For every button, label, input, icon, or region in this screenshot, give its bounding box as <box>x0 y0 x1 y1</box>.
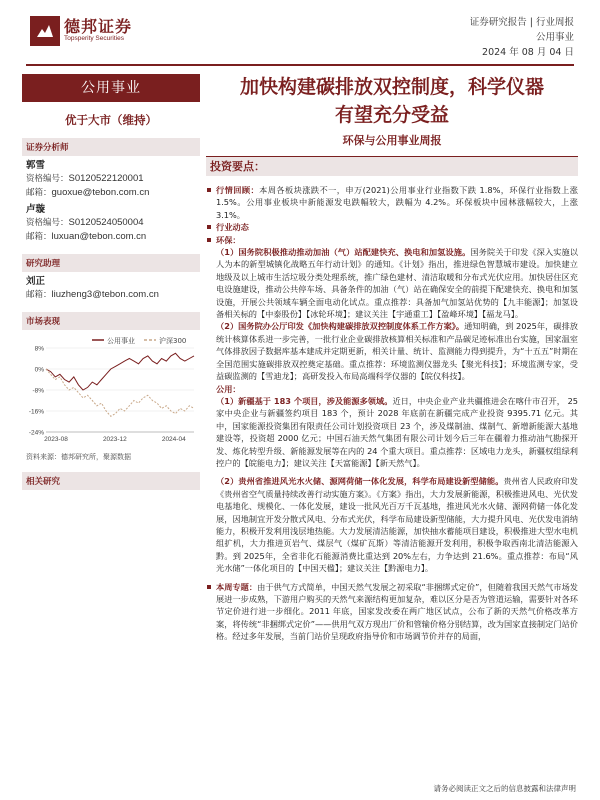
env-block <box>206 234 578 575</box>
report-type: 证券研究报告 | 行业周报 <box>469 17 574 28</box>
y-tick-label: 8% <box>34 345 44 353</box>
util-item-1-text: 近日，中央企业产业共疆推进会在喀什市召开， 25 家中央企业与新疆签约项目 183 个，预计 2028 年底前在新疆完成产业投资 9395.71 亿元。其中，国家能源投资集团有限责任公司计划投资项目 23 个，涉及煤制油、煤制气、新增新能源大基地建设等，投资超 2000 亿元；中国石油天然气集团有限公司计划今后三年在疆着力推动油气勘探开发、炼化转型升级、新能源发展等在内的 24 个重大项目。重点推荐：区域电力龙头，新疆权组绿利控户的【皖能电力】；建议关注【天富能源】【新天然气】。 <box>216 395 578 468</box>
header-divider <box>26 64 574 66</box>
analyst-section-title: 证券分析师 <box>22 138 200 156</box>
weekly-topic-text: 由于供气方式简单，中国天然气发展之初采取“非捆绑式定价”，但随着我国天然气市场发展进一步成熟，下游用户购买的天然气来源结构更加复杂，难以区分是否为管道运输，需要针对各环节定价进行进一步细化。2011 年底，国家发改委在两广地区试点，公布了新的天然气价格改革方案，将传统“非捆绑式定价”——供用气双方现出厂价和管输价格分别结算，改为国家直接制定门站价格。经过多年发展，当前门站价呈现政府指导价和市场调节价并存的局面， <box>216 581 578 642</box>
cert-label: 资格编号： <box>26 174 69 184</box>
legend-label: 沪深300 <box>159 337 187 345</box>
report-body <box>206 184 578 643</box>
assistant-name: 刘正 <box>26 276 46 287</box>
market-section-title: 市场表现 <box>22 312 200 330</box>
weekly-topic-lead: 本周专题： <box>216 581 258 592</box>
report-date: 2024 年 08 月 04 日 <box>482 47 574 58</box>
report-header <box>0 0 600 70</box>
x-tick-label: 2024-04 <box>161 436 186 443</box>
market-chart-svg <box>22 332 200 450</box>
analyst-email[interactable]: luxuan@tebon.com.cn <box>51 231 147 242</box>
market-review <box>206 184 578 221</box>
industry-news <box>206 221 578 233</box>
util-item-1 <box>216 395 578 469</box>
report-title-line-2: 有望充分受益 <box>334 104 449 126</box>
cert-number: S0120524050004 <box>68 217 144 228</box>
y-tick-label: -16% <box>28 408 44 416</box>
logo-name: 德邦证券 <box>64 17 133 36</box>
market-review-text: 本周各板块涨跌不一，申万(2021)公用事业行业指数下跌 1.8%，环保行业指数上涨 1.5%。公用事业板块中新能源发电跌幅较大，跌幅为 4.2%。环保板块中园林涨幅较大，上涨 3.1%。 <box>216 185 578 220</box>
util-item-2 <box>216 475 578 574</box>
disclaimer-footer: 请务必阅读正文之后的信息披露和法律声明 <box>433 784 576 793</box>
mail-label: 邮箱： <box>26 188 52 198</box>
env-item-2-head: （2）国务院办公厅印发《加快构建碳排放双控制度体系工作方案》。 <box>216 321 465 332</box>
analyst-2 <box>22 203 200 244</box>
analyst-name: 卢璇 <box>26 204 46 215</box>
assistant-section-title: 研究助理 <box>22 254 200 272</box>
series-line <box>46 369 194 416</box>
mail-label: 邮箱： <box>26 232 52 242</box>
sector-label: 公用事业 <box>22 74 200 102</box>
market-chart <box>22 332 200 450</box>
legend-label: 公用事业 <box>107 337 135 345</box>
report-title-line-1: 加快构建碳排放双控制度，科学仪器 <box>239 76 544 98</box>
x-tick-label: 2023-08 <box>44 436 68 443</box>
weekly-topic <box>206 581 578 643</box>
header-meta <box>470 15 574 60</box>
util-item-2-head: （2）贵州省推进风光水火储、源网荷储一体化发展，科学布局建设新型储能。 <box>216 476 504 487</box>
analyst-email[interactable]: guoxue@tebon.com.cn <box>51 187 150 198</box>
env-item-2 <box>216 320 578 382</box>
rating: 优于大市（维持） <box>65 113 157 127</box>
market-review-lead: 行情回顾： <box>216 185 260 195</box>
mail-label: 邮箱： <box>26 290 52 300</box>
sidebar <box>22 74 200 490</box>
util-item-1-head: （1）新疆基于 183 个项目，涉及能源多领域。 <box>216 395 393 406</box>
y-tick-label: -8% <box>32 387 44 395</box>
env-item-1 <box>216 246 578 320</box>
analyst-name: 郭雪 <box>26 160 46 171</box>
env-item-1-head: （1）国务院积极推动推动加油（气）站配建快充、换电和加氢设施。 <box>216 247 471 258</box>
series-line <box>46 353 194 390</box>
header-sector: 公用事业 <box>535 32 574 43</box>
util-item-2-text: 贵州省人民政府印发《贵州省空气质量持续改善行动实施方案》。《方案》指出，大力发展新能源，积极推进风电、光伏发电基地化、规模化、一体化发展，建设一批风光百万千瓦基地，推进风光水火储、源网荷储一体化发展，因地制宜开发分散式风电、分布式光伏，科学布局建设新型储能，大力提升风电、光伏发电消纳能力，积极开发利用浅层地热能。大力发展清洁能源，加快抽水蓄能项目建设，积极推进大型水电机组扩机，大力推进页岩气、煤层气（煤矿瓦斯）等清洁能源开发利用，积极争取西南北清洁能源入黔。到 2025年，全省非化石能源消费比重达到 20%左右，力争达到 21.6%。重点推荐：布局“风光水储”一体化项目的【中国天楹】；建议关注【黔源电力】。 <box>216 476 578 574</box>
env-heading: 环保： <box>216 234 241 245</box>
util-heading: 公用： <box>216 383 241 394</box>
main-content <box>206 74 578 643</box>
investment-points-heading: 投资要点： <box>206 156 578 176</box>
related-section-title: 相关研究 <box>22 472 200 490</box>
cert-number: S0120522120001 <box>68 173 144 184</box>
logo-subtitle: Topsperity Securities <box>64 35 124 42</box>
x-tick-label: 2023-12 <box>102 436 127 443</box>
y-tick-label: -24% <box>28 429 44 437</box>
assistant-email[interactable]: liuzheng3@tebon.com.cn <box>51 289 159 300</box>
report-subtitle: 环保与公用事业周报 <box>342 134 442 147</box>
assistant <box>22 275 200 302</box>
industry-news-lead: 行业动态 <box>216 222 249 233</box>
logo-icon <box>30 16 60 46</box>
analyst-1 <box>22 159 200 200</box>
y-tick-label: 0% <box>34 366 44 374</box>
chart-source: 资料来源：德邦研究所，聚源数据 <box>26 453 131 461</box>
env-item-2-text: 通知明确，到 2025年，碳排放统计核算体系进一步完善，一批行业企业碳排放核算相关标准和产品碳足迹标准出台实施，国家温室气体排放因子数据库基本建成并定期更新，相关计量、统计、监测能力得到提升，为“十五五”时期在全国范围实施碳排放双控奠定基础。重点推荐：环境监测仪器龙头【聚光科技】；环境监测专家，受益碳监测的【雪迪龙】；高研发投入布局高端科学仪器的【皖仪科技】。 <box>216 321 578 382</box>
cert-label: 资格编号： <box>26 218 69 228</box>
env-item-1-text: 国务院关于印发《深入实施以人为本的新型城镇化战略五年行动计划》的通知。《计划》指出，推进绿色智慧城市建设。加快建立地级及以上城市生活垃圾分类处理系统，推广绿色建材、清洁取暖和分布式光伏应用。加快居住区充电设施建设，推动公共停车场、具备条件的加油（气）站在确保安全的前提下配建快充、换电和加氢设施，开展公共领域车辆全面电动化试点。重点推荐：具备加气加氢站优势的【九丰能源】；加氢设备相关标的【中泰股份】【冰轮环境】；建议关注【宇通重工】【盈峰环境】【福龙马】。 <box>216 247 578 320</box>
